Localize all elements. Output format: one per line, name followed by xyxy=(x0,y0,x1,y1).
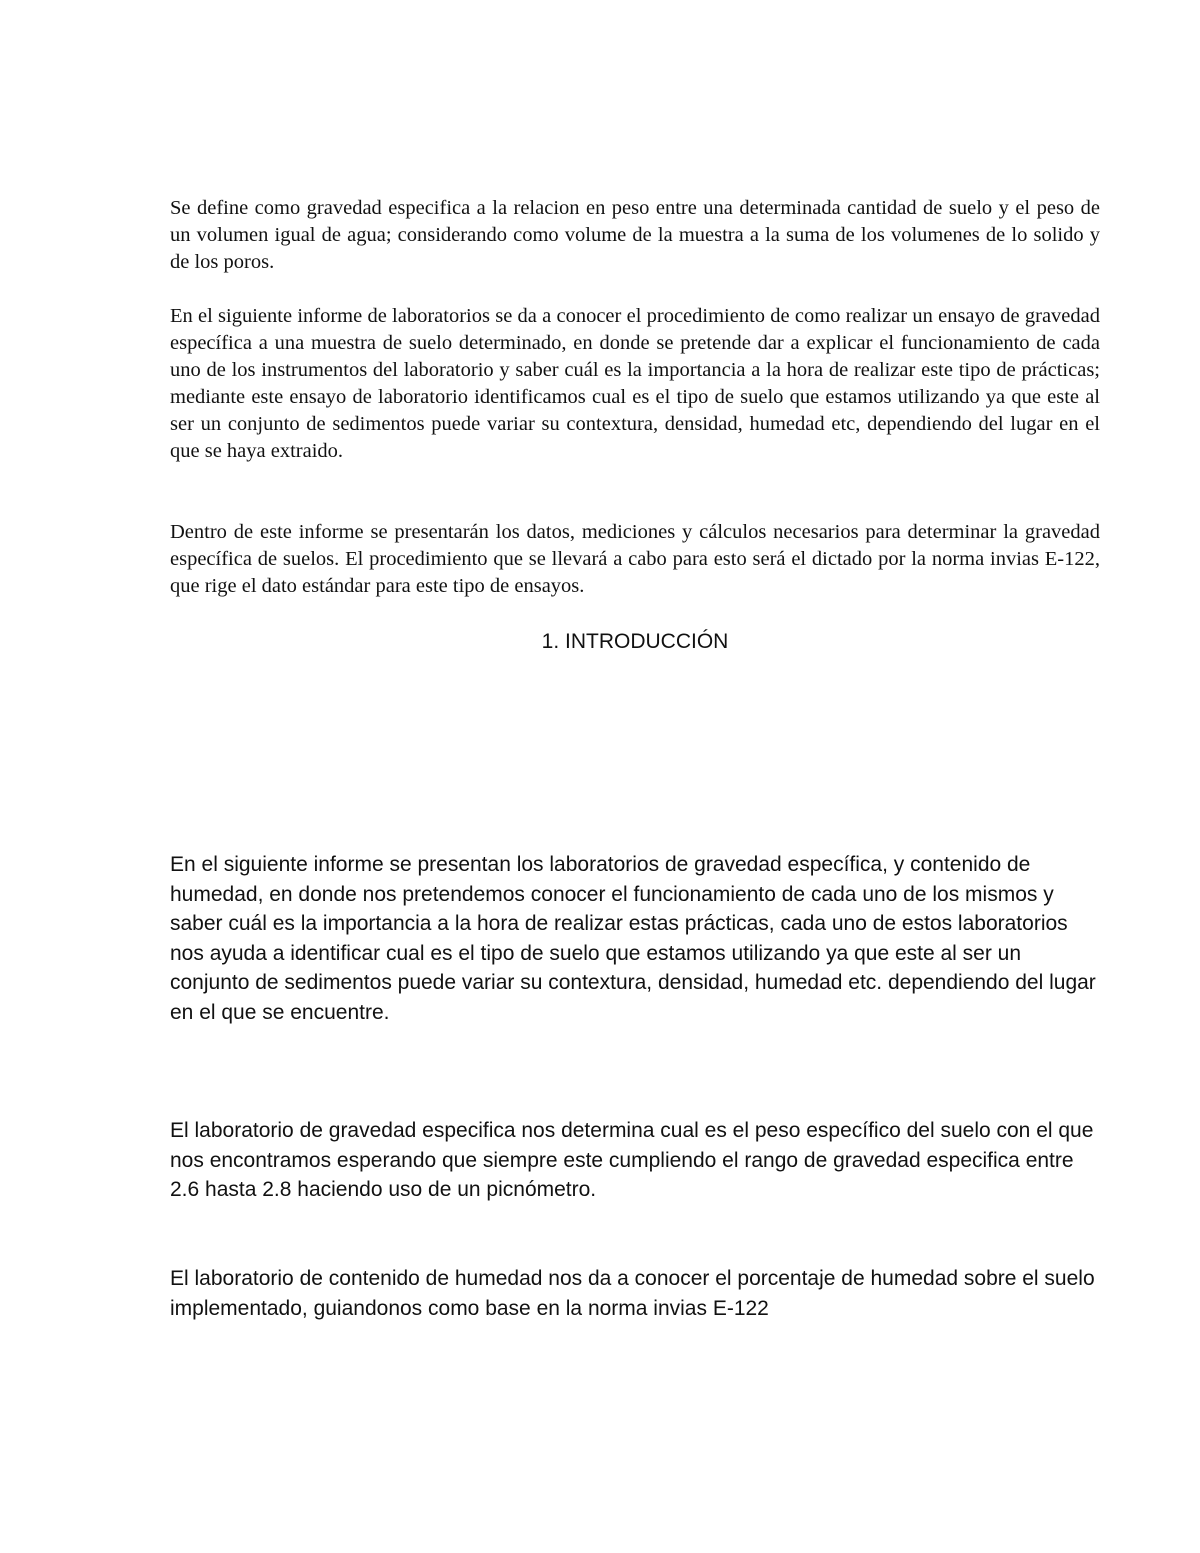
paragraph-report-contents: Dentro de este informe se presentarán los datos, mediciones y cálculos necesarios para determinar la gravedad específica de suelos. El procedimiento que se llevará a cabo para esto será el dictado por la norma invias E-122, que rige el dato estándar para este tipo de ensayos. xyxy=(170,521,1100,597)
paragraph-definition: Se define como gravedad especifica a la relacion en peso entre una determinada cantidad de suelo y el peso de un volumen igual de agua; considerando como volume de la muestra a la suma de los volumenes de lo solido y de los poros. xyxy=(170,197,1100,273)
paragraph-moisture-content-lab: El laboratorio de contenido de humedad nos da a conocer el porcentaje de humedad sobre el suelo implementado, guiandonos como base en la norma invias E-122 xyxy=(170,1267,1095,1320)
section-heading-introduccion: 1. INTRODUCCIÓN xyxy=(541,630,729,653)
paragraph-specific-gravity-lab: El laboratorio de gravedad especifica nos determina cual es el peso específico del suelo con el que nos encontramos esperando que siempre este cumpliendo el rango de gravedad especifica entre 2.6 hasta 2.8 haciendo uso de un picnómetro. xyxy=(170,1119,1094,1201)
paragraph-report-overview: En el siguiente informe de laboratorios se da a conocer el procedimiento de como realizar un ensayo de gravedad específica a una muestra de suelo determinado, en donde se pretende dar a explicar el funcionamiento de cada uno de los instrumentos del laboratorio y saber cuál es la importancia a la hora de realizar este tipo de prácticas; mediante este ensayo de laboratorio identificamos cual es el tipo de suelo que estamos utilizando ya que este al ser un conjunto de sedimentos puede variar su contextura, densidad, humedad etc, dependiendo del lugar en el que se haya extraido. xyxy=(170,305,1100,462)
paragraph-intro-laboratories: En el siguiente informe se presentan los laboratorios de gravedad específica, y contenido de humedad, en donde nos pretendemos conocer el funcionamiento de cada uno de los mismos y saber cuál es la importancia a la hora de realizar estas prácticas, cada uno de estos laboratorios nos ayuda a identificar cual es el tipo de suelo que estamos utilizando ya que este al ser un conjunto de sedimentos puede variar su contextura, densidad, humedad etc. dependiendo del lugar en el que se encuentre. xyxy=(170,853,1096,1024)
